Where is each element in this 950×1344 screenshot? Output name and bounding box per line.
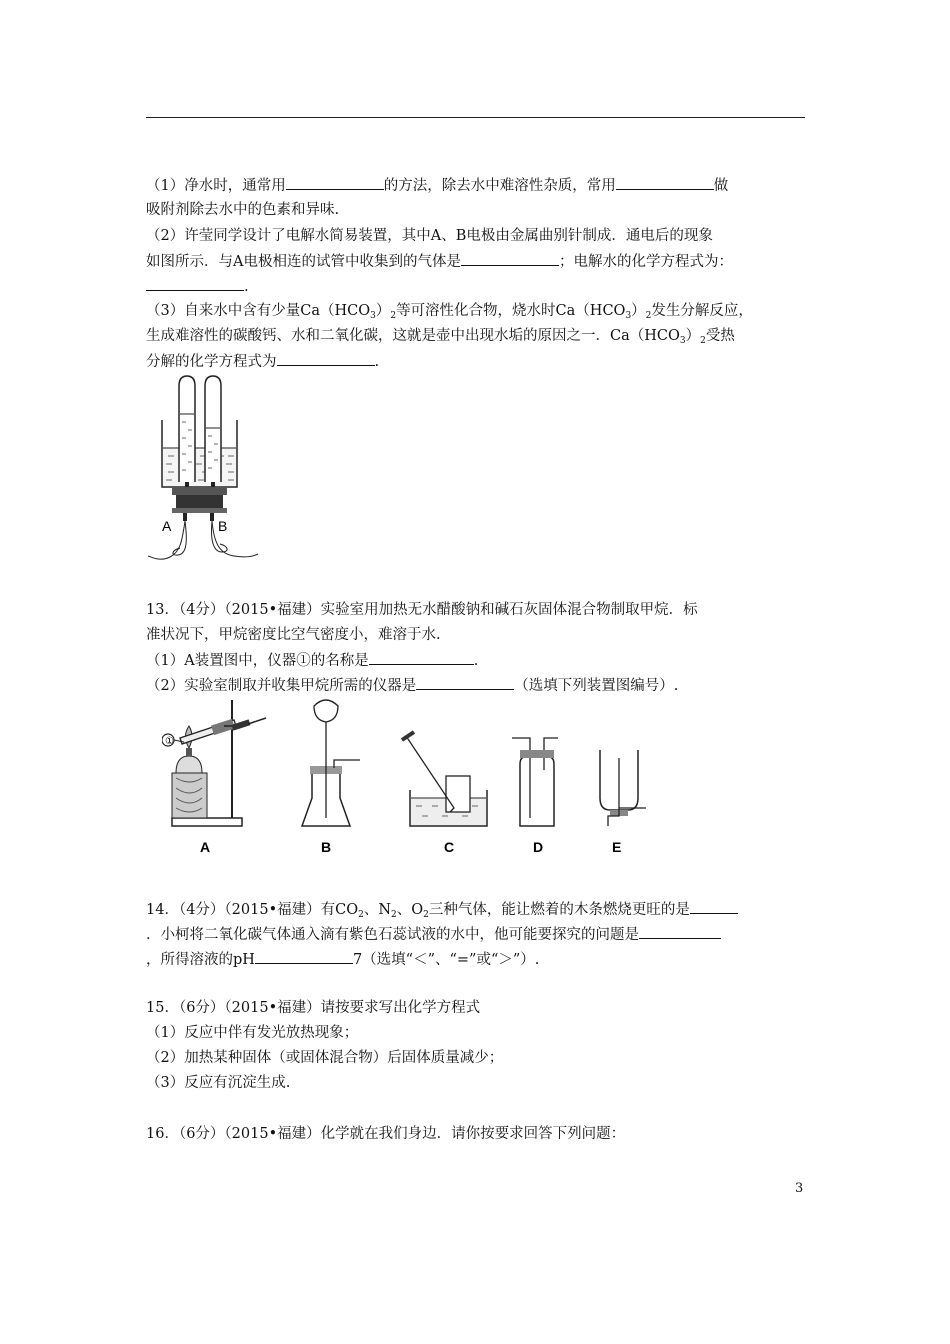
q12-line-6: （3）自来水中含有少量$Ca(HCO_3)_2$等可溶性化合物，烧水时$Ca(HCO_3)_2$发生分解反应，	[146, 303, 753, 321]
answer-blank[interactable]	[146, 276, 244, 291]
apparatus-label-d: D	[533, 839, 544, 855]
electrode-label-a: A	[162, 518, 172, 534]
q15-line-4: （3）反应有沉淀生成.	[146, 1075, 291, 1091]
answer-blank[interactable]	[369, 650, 474, 665]
electrode-label-b: B	[218, 518, 228, 534]
apparatus-c	[402, 732, 487, 826]
apparatus-b	[302, 700, 360, 826]
apparatus-label-e: E	[612, 839, 622, 855]
q13-line-4: （2）实验室制取并收集甲烷所需的仪器是 （选填下列装置图编号）.	[146, 675, 678, 696]
apparatus-circle-label: ①	[165, 736, 174, 747]
answer-blank[interactable]	[461, 251, 559, 266]
q12-line-2: 吸附剂除去水中的色素和异味.	[146, 202, 340, 218]
page-number: 3	[795, 1181, 804, 1196]
q15-line-3: （2）加热某种固体（或固体混合物）后固体质量减少；	[146, 1050, 504, 1066]
q12-line-5: .	[146, 276, 249, 297]
apparatus-e	[600, 750, 646, 826]
q16-line-1: 16．（6分）（2015•福建）化学就在我们身边．请你按要求回答下列问题：	[146, 1126, 626, 1142]
apparatus-label-c: C	[444, 839, 455, 855]
electrolysis-apparatus-figure	[142, 372, 262, 567]
answer-blank[interactable]	[616, 175, 714, 190]
q13-line-1: 13．（4分）（2015•福建）实验室用加热无水醋酸钠和碱石灰固体混合物制取甲烷．标	[146, 602, 698, 618]
q14-line-1: 14．（4分）（2015•福建）有$CO_2$、$N_2$、$O_2$三种气体，能让燃着的木条燃烧更旺的是	[146, 899, 738, 925]
header-rule	[146, 117, 805, 118]
q12-line-1: （1）净水时，通常用 的方法，除去水中难溶性杂质，常用 做	[146, 175, 728, 196]
q12-line-7: 生成难溶性的碳酸钙、水和二氧化碳，这就是壶中出现水垢的原因之一．$Ca(HCO_3)_2$受热	[146, 328, 735, 346]
q13-line-2: 准状况下，甲烷密度比空气密度小，难溶于水.	[146, 627, 441, 643]
answer-blank[interactable]	[416, 675, 514, 690]
q12-line-3: （2）许莹同学设计了电解水简易装置，其中A、B电极由金属曲别针制成．通电后的现象	[146, 228, 713, 244]
answer-blank[interactable]	[286, 175, 384, 190]
answer-blank[interactable]	[639, 924, 721, 939]
q12-line-4: 如图所示．与A电极相连的试管中收集到的气体是 ；电解水的化学方程式为：	[146, 251, 733, 272]
q13-line-3: （1）A装置图中，仪器①的名称是 .	[146, 650, 478, 671]
q14-line-2: ．小柯将二氧化碳气体通入滴有紫色石蕊试液的水中，他可能要探究的问题是	[146, 924, 721, 945]
q15-line-2: （1）反应中伴有发光放热现象；	[146, 1025, 359, 1041]
answer-blank[interactable]	[277, 351, 375, 366]
q12-line-8: 分解的化学方程式为 .	[146, 351, 379, 372]
q14-line-3: ，所得溶液的pH 7（选填“＜”、“=”或“＞”）.	[146, 949, 539, 970]
apparatus-label-a: A	[200, 839, 211, 855]
answer-blank[interactable]	[690, 899, 738, 914]
apparatus-a	[162, 700, 266, 826]
apparatus-label-b: B	[321, 839, 332, 855]
q15-line-1: 15．（6分）（2015•福建）请按要求写出化学方程式	[146, 1000, 481, 1016]
apparatus-d	[512, 738, 558, 826]
answer-blank[interactable]	[255, 949, 353, 964]
gas-apparatus-figure	[162, 698, 652, 858]
